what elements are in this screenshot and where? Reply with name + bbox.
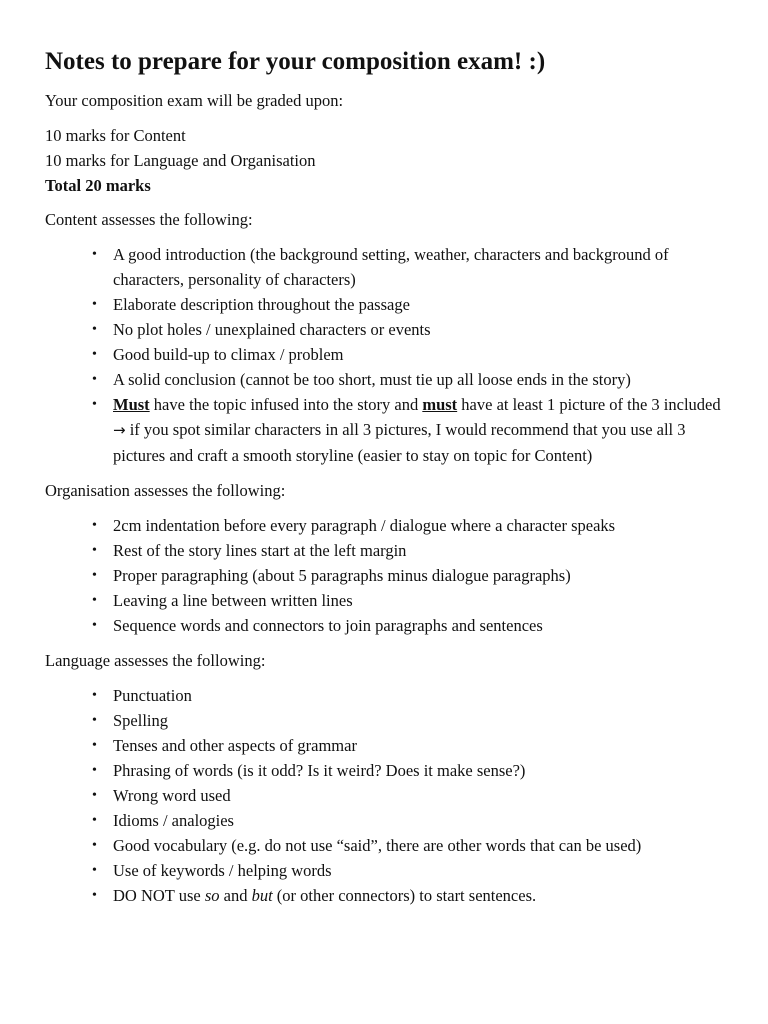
list-item <box>92 883 735 908</box>
list-item-text: Sequence words and connectors to join paragraphs and sentences <box>113 616 543 635</box>
content-heading: Content assesses the following: <box>45 210 253 229</box>
list-item <box>92 733 735 758</box>
bullet-icon: • <box>92 838 97 853</box>
list-item <box>92 317 735 342</box>
list-item <box>92 342 735 367</box>
list-item-text: A good introduction (the background setting, weather, characters and background of characters, personality of characters) <box>113 245 669 289</box>
list-item-text: if you spot similar characters in all 3 pictures, I would recommend that you use all 3 pictures and craft a smooth storyline (easier to stay on topic for Content) <box>113 420 686 465</box>
bullet-icon: • <box>92 763 97 778</box>
list-item-text: (or other connectors) to start sentences. <box>272 886 537 905</box>
bullet-icon: • <box>92 568 97 583</box>
list-item <box>92 242 735 292</box>
list-item <box>92 538 735 563</box>
list-item <box>92 513 735 538</box>
list-item-text: Wrong word used <box>113 786 231 805</box>
list-item <box>92 367 735 392</box>
bullet-icon: • <box>92 247 97 262</box>
bullet-icon: • <box>92 518 97 533</box>
emphasis-so: so <box>204 886 220 905</box>
emphasis-but: but <box>251 886 273 905</box>
bullet-icon: • <box>92 593 97 608</box>
intro-text: Your composition exam will be graded upon: <box>45 91 344 110</box>
bullet-icon: • <box>92 863 97 878</box>
language-heading: Language assesses the following: <box>45 651 266 670</box>
bullet-icon: • <box>92 322 97 337</box>
content-marks: 10 marks for Content <box>45 126 186 145</box>
organisation-list <box>45 513 735 638</box>
list-item <box>92 708 735 733</box>
list-item <box>92 588 735 613</box>
list-item <box>92 563 735 588</box>
bullet-icon: • <box>92 688 97 703</box>
list-item-text: Tenses and other aspects of grammar <box>113 736 357 755</box>
list-item <box>92 758 735 783</box>
bullet-icon: • <box>92 788 97 803</box>
list-item <box>92 392 735 468</box>
emphasis-must: must <box>422 395 458 414</box>
list-item <box>92 858 735 883</box>
list-item-text: have the topic infused into the story and <box>149 395 423 414</box>
list-item-text: Proper paragraphing (about 5 paragraphs minus dialogue paragraphs) <box>113 566 571 585</box>
bullet-icon: • <box>92 618 97 633</box>
marks-summary <box>45 123 735 198</box>
list-item-text: and <box>219 886 252 905</box>
list-item-text: Phrasing of words (is it odd? Is it weird? Does it make sense?) <box>113 761 526 780</box>
list-item-text: Good vocabulary (e.g. do not use “said”, there are other words that can be used) <box>113 836 642 855</box>
list-item-text: DO NOT use <box>113 886 205 905</box>
list-item-text: Punctuation <box>113 686 192 705</box>
list-item <box>92 833 735 858</box>
language-organisation-marks: 10 marks for Language and Organisation <box>45 151 316 170</box>
bullet-icon: • <box>92 713 97 728</box>
list-item-text: No plot holes / unexplained characters or events <box>113 320 431 339</box>
list-item <box>92 613 735 638</box>
list-item <box>92 808 735 833</box>
total-marks: Total 20 marks <box>45 176 151 195</box>
list-item-text: Spelling <box>113 711 169 730</box>
list-item-text: have at least 1 picture of the 3 included <box>457 395 721 414</box>
list-item-text: Use of keywords / helping words <box>113 861 332 880</box>
list-item <box>92 683 735 708</box>
bullet-icon: • <box>92 888 97 903</box>
list-item-text: 2cm indentation before every paragraph / dialogue where a character speaks <box>113 516 616 535</box>
organisation-heading: Organisation assesses the following: <box>45 481 286 500</box>
list-item <box>92 292 735 317</box>
list-item <box>92 783 735 808</box>
document-page <box>45 44 735 918</box>
bullet-icon: • <box>92 738 97 753</box>
bullet-icon: • <box>92 347 97 362</box>
right-arrow-icon: → <box>113 421 126 439</box>
list-item-text: Good build-up to climax / problem <box>113 345 344 364</box>
list-item-text: Leaving a line between written lines <box>113 591 353 610</box>
bullet-icon: • <box>92 543 97 558</box>
bullet-icon: • <box>92 397 97 412</box>
list-item-text: A solid conclusion (cannot be too short, must tie up all loose ends in the story) <box>113 370 631 389</box>
list-item-text: Rest of the story lines start at the left margin <box>113 541 407 560</box>
bullet-icon: • <box>92 372 97 387</box>
content-list <box>45 242 735 468</box>
bullet-icon: • <box>92 813 97 828</box>
emphasis-must: Must <box>113 395 150 414</box>
page-title: Notes to prepare for your composition exam! :) <box>45 48 546 75</box>
list-item-text: Elaborate description throughout the passage <box>113 295 410 314</box>
bullet-icon: • <box>92 297 97 312</box>
language-list <box>45 683 735 908</box>
list-item-text: Idioms / analogies <box>113 811 234 830</box>
